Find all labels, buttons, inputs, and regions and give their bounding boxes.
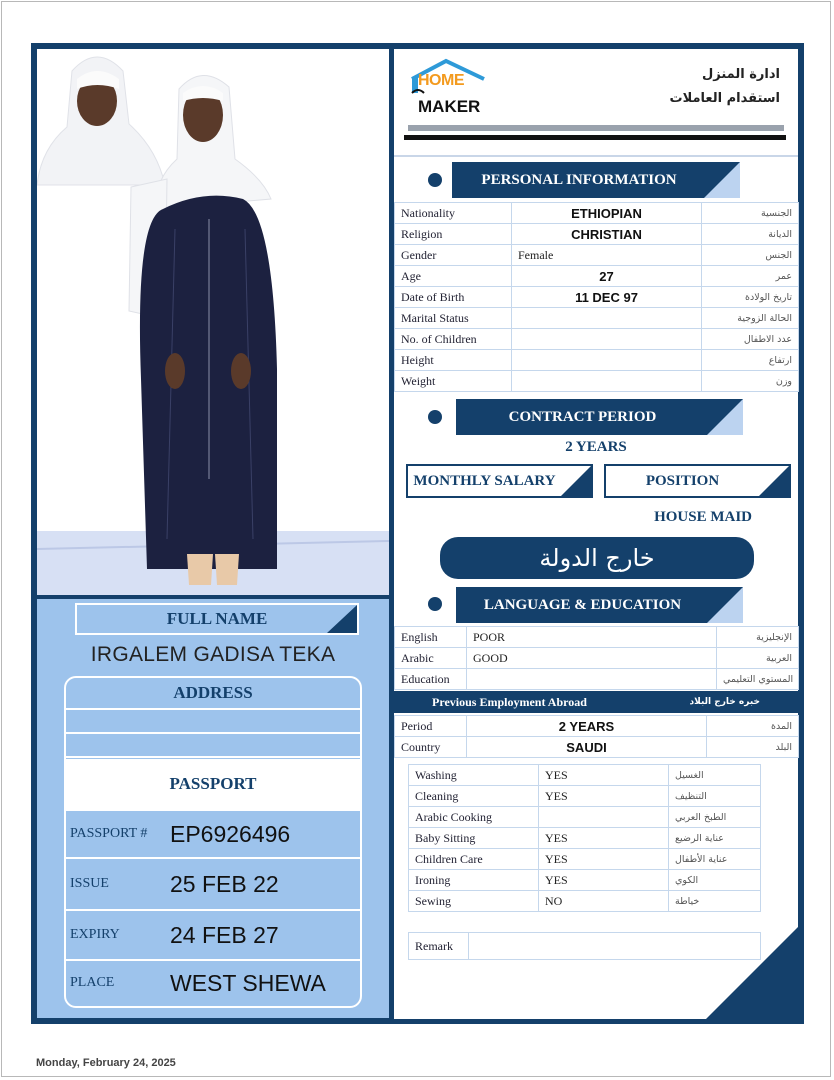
- language-education-banner: [456, 587, 743, 623]
- table-row: [395, 287, 799, 308]
- passport-number-row: [66, 809, 360, 857]
- language-education-title: LANGUAGE & EDUCATION: [483, 596, 682, 613]
- row-arabic: الجنسية: [702, 203, 799, 224]
- education-value: [467, 669, 717, 690]
- table-row: [395, 648, 799, 669]
- gender-value: Female: [512, 245, 702, 266]
- skill-value: YES: [539, 786, 669, 807]
- skill-label: Children Care: [409, 849, 539, 870]
- row-arabic: الحالة الزوجية: [702, 308, 799, 329]
- section-bullet: [428, 173, 442, 187]
- passport-place-value: WEST SHEWA: [170, 969, 326, 996]
- skill-label: Washing: [409, 765, 539, 786]
- row-arabic: عمر: [702, 266, 799, 287]
- row-label: Religion: [395, 224, 512, 245]
- passport-place-label: PLACE: [70, 975, 115, 990]
- remark-label: Remark: [409, 933, 469, 960]
- weight-value: [512, 371, 702, 392]
- table-row: [395, 669, 799, 690]
- row-label: Marital Status: [395, 308, 512, 329]
- contract-period-title: CONTRACT PERIOD: [508, 408, 657, 425]
- skill-label: Sewing: [409, 891, 539, 912]
- previous-employment-arabic: خبره خارج البلاد: [689, 697, 760, 707]
- row-arabic: تاريخ الولادة: [702, 287, 799, 308]
- previous-employment-table: [394, 715, 799, 758]
- address-line: [66, 710, 360, 734]
- table-row: [395, 308, 799, 329]
- skill-label: Baby Sitting: [409, 828, 539, 849]
- table-row: [409, 786, 761, 807]
- passport-issue-row: [66, 857, 360, 909]
- section-bullet: [428, 410, 442, 424]
- skill-arabic: التنظيف: [669, 786, 761, 807]
- marital-value: [512, 308, 702, 329]
- details-panel: [394, 49, 798, 1019]
- footer-date: Monday, February 24, 2025: [36, 1057, 176, 1069]
- address-line: [66, 734, 360, 758]
- full-name: IRGALEM GADISA TEKA: [90, 643, 336, 666]
- row-label: Period: [395, 716, 467, 737]
- corner-decoration: [706, 927, 798, 1019]
- previous-period-value: 2 YEARS: [467, 716, 707, 737]
- row-arabic: البلد: [707, 737, 799, 758]
- position-box: [604, 464, 791, 498]
- skills-table: [408, 764, 761, 912]
- corner-triangle: [327, 605, 357, 633]
- skill-value: NO: [539, 891, 669, 912]
- destination-arabic: خارج الدولة: [539, 544, 655, 572]
- table-row: [395, 627, 799, 648]
- monthly-salary-box: [406, 464, 593, 498]
- religion-value: CHRISTIAN: [512, 224, 702, 245]
- arabic-heading-1: ادارة المنزل: [702, 67, 780, 82]
- box-triangle: [560, 465, 592, 497]
- skill-label: Cleaning: [409, 786, 539, 807]
- table-row: [395, 371, 799, 392]
- personal-info-banner: [452, 162, 740, 198]
- skill-value: YES: [539, 870, 669, 891]
- language-table: [394, 626, 799, 690]
- table-row: [395, 350, 799, 371]
- row-label: Country: [395, 737, 467, 758]
- skill-arabic: الطبخ العربي: [669, 807, 761, 828]
- logo-maker-text: MAKER: [418, 97, 481, 116]
- banner-triangle: [704, 162, 740, 198]
- table-row: [409, 807, 761, 828]
- row-arabic: المستوي التعليمي: [717, 669, 799, 690]
- nationality-value: ETHIOPIAN: [512, 203, 702, 224]
- passport-number-value: EP6926496: [170, 820, 291, 847]
- previous-country-value: SAUDI: [467, 737, 707, 758]
- previous-employment-title: Previous Employment Abroad: [432, 694, 587, 709]
- table-row: [395, 224, 799, 245]
- table-row: [395, 203, 799, 224]
- skill-arabic: عناية الرضيع: [669, 828, 761, 849]
- children-value: [512, 329, 702, 350]
- table-row: [409, 849, 761, 870]
- passport-expiry-label: EXPIRY: [70, 927, 120, 942]
- row-arabic: وزن: [702, 371, 799, 392]
- row-arabic: ارتفاع: [702, 350, 799, 371]
- passport-expiry-value: 24 FEB 27: [170, 921, 279, 948]
- passport-expiry-row: [66, 909, 360, 959]
- table-row: [395, 329, 799, 350]
- table-row: [395, 245, 799, 266]
- row-arabic: عدد الاطفال: [702, 329, 799, 350]
- header-rule: [408, 125, 784, 131]
- table-row: [409, 765, 761, 786]
- passport-number-label: PASSPORT #: [70, 826, 148, 841]
- skill-value: YES: [539, 849, 669, 870]
- skill-label: Ironing: [409, 870, 539, 891]
- logo-home-text: HOME: [418, 72, 464, 89]
- full-name-label-box: [75, 603, 359, 635]
- contract-period-value: 2 YEARS: [565, 439, 627, 455]
- box-triangle: [758, 465, 790, 497]
- banner-triangle: [707, 587, 743, 623]
- skill-value: YES: [539, 765, 669, 786]
- skill-arabic: الكوي: [669, 870, 761, 891]
- table-row: [409, 870, 761, 891]
- passport-issue-label: ISSUE: [70, 876, 109, 891]
- table-row: [409, 828, 761, 849]
- english-value: POOR: [467, 627, 717, 648]
- table-row: [395, 716, 799, 737]
- passport-issue-value: 25 FEB 22: [170, 870, 279, 897]
- banner-triangle: [707, 399, 743, 435]
- personal-info-table: [394, 202, 799, 392]
- address-label: ADDRESS: [66, 678, 360, 710]
- row-arabic: الإنجليزية: [717, 627, 799, 648]
- table-row: [395, 266, 799, 287]
- candidate-photo: [37, 49, 389, 595]
- row-label: Date of Birth: [395, 287, 512, 308]
- identity-panel: [37, 599, 389, 1018]
- row-arabic: الديانة: [702, 224, 799, 245]
- skill-value: [539, 807, 669, 828]
- destination-badge: [440, 537, 754, 579]
- table-row: [395, 737, 799, 758]
- row-label: No. of Children: [395, 329, 512, 350]
- skill-arabic: خياطة: [669, 891, 761, 912]
- row-label: English: [395, 627, 467, 648]
- row-label: Height: [395, 350, 512, 371]
- row-label: Gender: [395, 245, 512, 266]
- section-bullet: [428, 597, 442, 611]
- dob-value: 11 DEC 97: [512, 287, 702, 308]
- previous-employment-bar: [394, 691, 798, 713]
- header-rule: [404, 135, 786, 140]
- header-divider: [394, 155, 798, 157]
- row-arabic: المدة: [707, 716, 799, 737]
- skill-value: YES: [539, 828, 669, 849]
- row-label: Nationality: [395, 203, 512, 224]
- table-row: [409, 891, 761, 912]
- row-label: Weight: [395, 371, 512, 392]
- address-passport-box: [64, 676, 362, 1008]
- skill-label: Arabic Cooking: [409, 807, 539, 828]
- row-arabic: الجنس: [702, 245, 799, 266]
- arabic-value: GOOD: [467, 648, 717, 669]
- position-label: POSITION: [645, 472, 720, 489]
- full-name-label: FULL NAME: [166, 609, 268, 628]
- row-arabic: العربية: [717, 648, 799, 669]
- row-label: Education: [395, 669, 467, 690]
- contract-period-banner: [456, 399, 743, 435]
- position-value: HOUSE MAID: [654, 509, 752, 525]
- skill-arabic: عناية الأطفال: [669, 849, 761, 870]
- arabic-heading-2: استقدام العاملات: [669, 91, 780, 106]
- row-label: Age: [395, 266, 512, 287]
- passport-place-row: [66, 959, 360, 1005]
- passport-label: PASSPORT: [66, 759, 360, 809]
- age-value: 27: [512, 266, 702, 287]
- personal-info-title: PERSONAL INFORMATION: [481, 171, 677, 188]
- skill-arabic: الغسيل: [669, 765, 761, 786]
- height-value: [512, 350, 702, 371]
- row-label: Arabic: [395, 648, 467, 669]
- monthly-salary-label: MONTHLY SALARY: [413, 472, 556, 489]
